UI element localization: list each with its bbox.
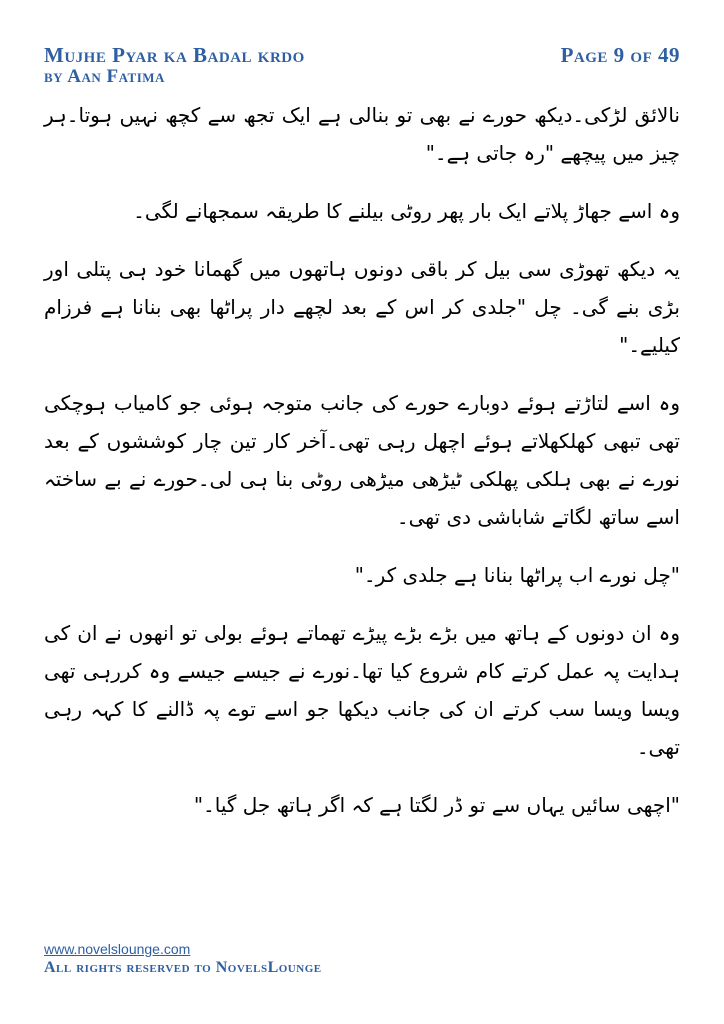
story-body [44, 96, 680, 844]
paragraph-1: نالائق لڑکی۔دیکھ حورے نے بھی تو بنالی ہے ایک تجھ سے کچھ نہیں ہوتا۔ہر چیز میں پیچھے "رہ جاتی ہے۔" [44, 103, 680, 165]
document-header [44, 44, 305, 88]
author-name: by Aan Fatima [44, 66, 165, 87]
paragraph-7: "اچھی سائیں یہاں سے تو ڈر لگتا ہے کہ اگر ہاتھ جل گیا۔" [193, 793, 680, 817]
novel-title: Mujhe Pyar ka Badal krdo [44, 43, 305, 67]
paragraph-4: وہ اسے لتاڑتے ہوئے دوبارے حورے کی جانب متوجہ ہوئی جو کامیاب ہوچکی تھی تبھی کھلکھلاتے ہوئے اچھل رہی تھی۔آخر کار تین چار کوششوں کے بعد نورے نے بھی ہلکی پھلکی ٹیڑھی میڑھی روٹی بنا ہی لی۔حورے نے بے ساختہ اسے ساتھ لگاتے شاباشی دی تھی۔ [44, 391, 680, 529]
paragraph-3: یہ دیکھ تھوڑی سی بیل کر باقی دونوں ہاتھوں میں گھمانا خود ہی پتلی اور بڑی بنے گی۔ چل "جلدی کر اس کے بعد لچھے دار پراٹھا بھی بنانا ہے فرزام کیلیے۔" [44, 257, 680, 357]
document-footer [44, 940, 322, 978]
page-number: Page 9 of 49 [560, 43, 680, 67]
paragraph-2: وہ اسے جھاڑ پلاتے ایک بار پھر روٹی بیلنے کا طریقہ سمجھانے لگی۔ [133, 199, 680, 223]
website-link[interactable]: www.novelslounge.com [44, 941, 191, 957]
copyright-notice: All rights reserved to NovelsLounge [44, 959, 322, 976]
paragraph-5: "چل نورے اب پراٹھا بنانا ہے جلدی کر۔" [354, 563, 680, 587]
paragraph-6: وہ ان دونوں کے ہاتھ میں بڑے بڑے پیڑے تھماتے ہوئے بولی تو انھوں نے ان کی ہدایت پہ عمل کرتے کام شروع کیا تھا۔نورے نے جیسے جیسے وہ کررہی تھی ویسا ویسا سب کرتے ان کی جانب دیکھا جو اسے توے پہ ڈالنے کا کہہ رہی تھی۔ [44, 621, 680, 759]
